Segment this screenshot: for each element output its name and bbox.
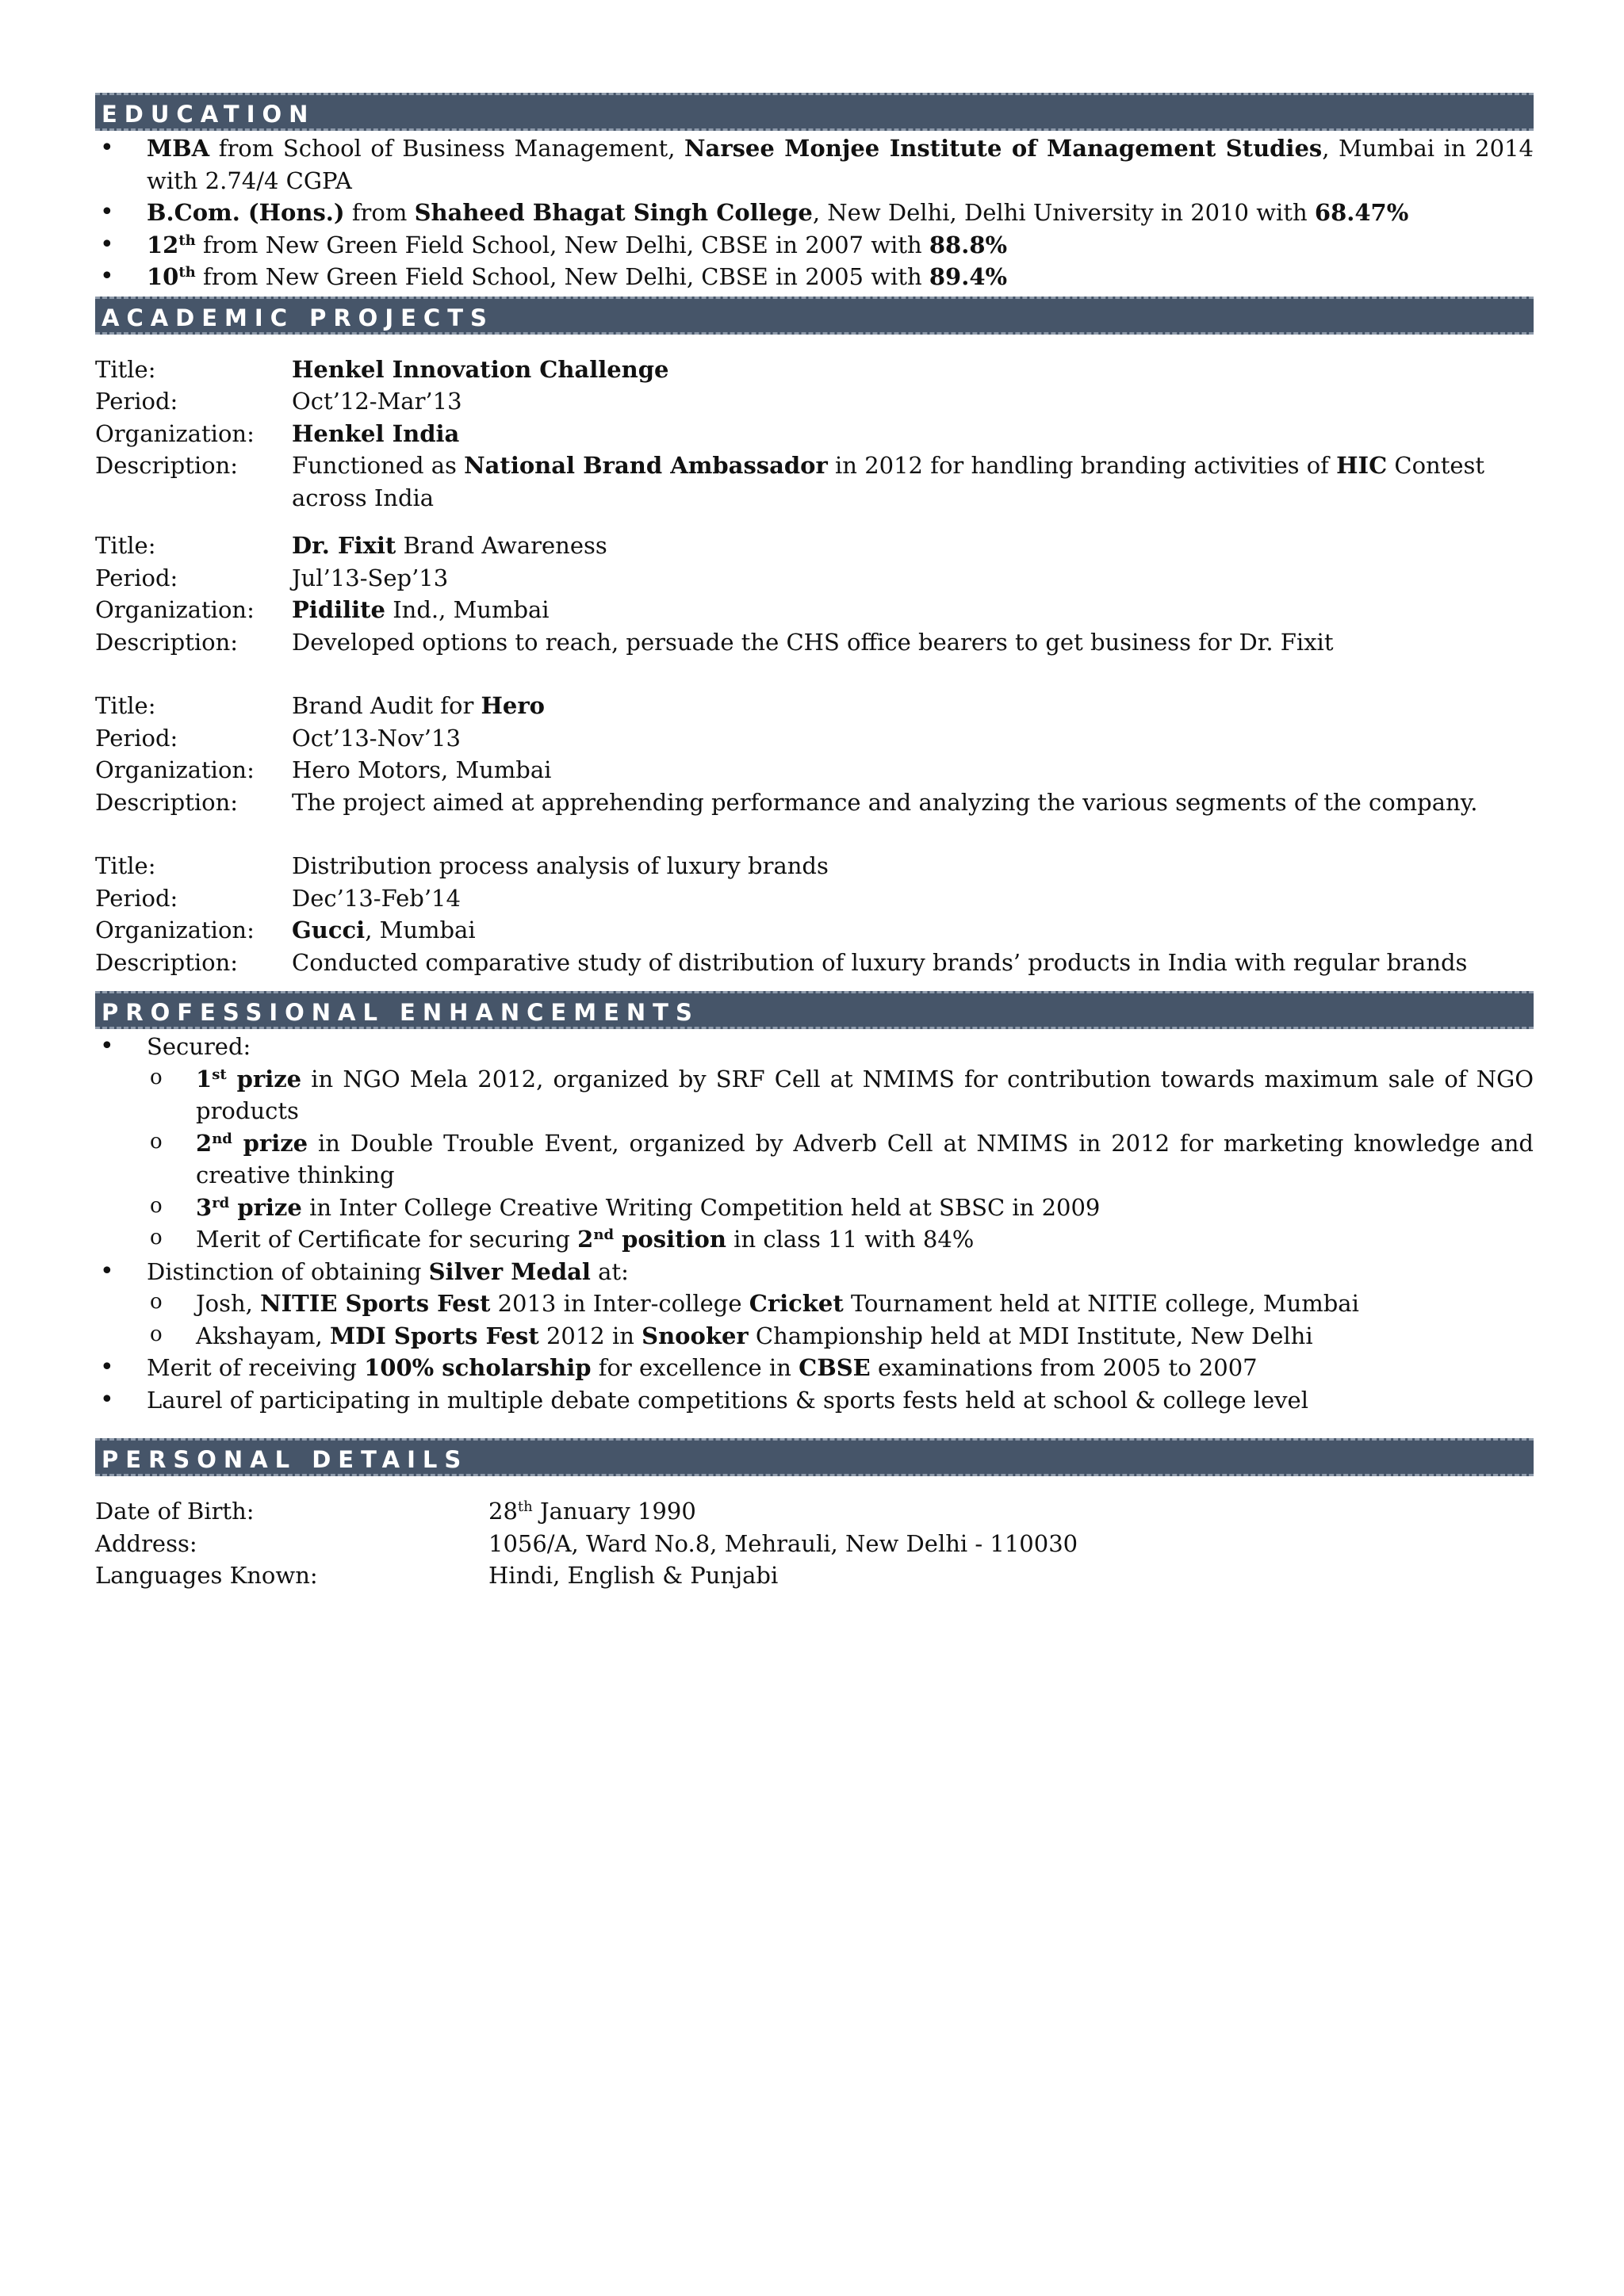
languages-value: Hindi, English & Punjabi xyxy=(488,1562,779,1589)
secured-item-4: o Merit of Certificate for securing 2nd position in class 11 with 84% xyxy=(147,1223,1534,1256)
project-organization: Hero Motors, Mumbai xyxy=(292,756,552,783)
enhancements-header: PROFESSIONAL ENHANCEMENTS xyxy=(95,991,1534,1029)
project-description: Developed options to reach, persuade the CHS office bearers to get business for Dr. Fixit xyxy=(292,628,1334,656)
project-title: Henkel Innovation Challenge xyxy=(292,355,669,383)
enhancements-list xyxy=(95,1031,1534,1416)
label-period: Period: xyxy=(95,388,178,415)
label-description: Description: xyxy=(95,452,239,479)
secured-item-2: o 2nd prize in Double Trouble Event, organized by Adverb Cell at NMIMS in 2012 for marketing knowledge and creative thinking xyxy=(147,1127,1534,1192)
project-title: Brand Audit for Hero xyxy=(292,692,546,719)
label-title: Title: xyxy=(95,355,156,383)
education-header: EDUCATION xyxy=(95,93,1534,131)
secured-item-3: o 3rd prize in Inter College Creative Writing Competition held at SBSC in 2009 xyxy=(147,1192,1534,1224)
project-title: Distribution process analysis of luxury brands xyxy=(292,852,829,879)
languages-row: Languages Known: Hindi, English & Punjabi xyxy=(95,1559,1534,1592)
project-title: Dr. Fixit Brand Awareness xyxy=(292,532,607,559)
education-item-bcom: • B.Com. (Hons.) from Shaheed Bhagat Singh College, New Delhi, Delhi University in 2010 with 68.47% xyxy=(95,197,1534,229)
project-period: Oct’13-Nov’13 xyxy=(292,724,461,752)
project-description: The project aimed at apprehending performance and analyzing the various segments of the company. xyxy=(292,788,1478,816)
distinction-sublist xyxy=(147,1288,1534,1352)
project-gucci: Title: Distribution process analysis of luxury brands Period: Dec’13-Feb’14 Organization: Gucci, Mumbai Description: Conducted comparative study of distribution of luxury brands’ products in India with regular brands xyxy=(95,850,1534,978)
education-item-12th: • 12th from New Green Field School, New Delhi, CBSE in 2007 with 88.8% xyxy=(95,229,1534,262)
address-value: 1056/A, Ward No.8, Mehrauli, New Delhi - 110030 xyxy=(488,1529,1078,1557)
enhancement-laurel: • Laurel of participating in multiple debate competitions & sports fests held at school & college level xyxy=(95,1384,1534,1417)
distinction-item-1: o Josh, NITIE Sports Fest 2013 in Inter-college Cricket Tournament held at NITIE college, Mumbai xyxy=(147,1288,1534,1320)
dob-row: Date of Birth: 28th January 1990 xyxy=(95,1495,1534,1528)
project-period: Dec’13-Feb’14 xyxy=(292,884,461,912)
enhancement-scholarship: • Merit of receiving 100% scholarship for excellence in CBSE examinations from 2005 to 2007 xyxy=(95,1352,1534,1384)
project-organization: Gucci, Mumbai xyxy=(292,916,476,943)
enhancement-secured: • Secured: o 1st prize in NGO Mela 2012, organized by SRF Cell at NMIMS for contribution towards maximum sale of NGO products o 2nd prize in Double Trouble Event, organized by Adverb Cell at NMIMS in 2012 for marketing knowledge and creative thinking o 3rd prize in Inter College Creative Writing Competition held at SBSC in 2009 o Merit of Certificate for securing 2nd position in class 11 with 84% xyxy=(95,1031,1534,1256)
project-dr-fixit: Title: Dr. Fixit Brand Awareness Period: Jul’13-Sep’13 Organization: Pidilite Ind., Mumbai Description: Developed options to reach, persuade the CHS office bearers to get business for Dr. Fixit xyxy=(95,530,1534,658)
project-period: Oct’12-Mar’13 xyxy=(292,388,462,415)
project-description: Functioned as National Brand Ambassador in 2012 for handling branding activities of HIC Contest across India xyxy=(292,452,1485,511)
address-row: Address: 1056/A, Ward No.8, Mehrauli, New Delhi - 110030 xyxy=(95,1528,1534,1560)
project-period: Jul’13-Sep’13 xyxy=(292,564,449,591)
project-description: Conducted comparative study of distribution of luxury brands’ products in India with regular brands xyxy=(292,948,1468,976)
project-hero: Title: Brand Audit for Hero Period: Oct’13-Nov’13 Organization: Hero Motors, Mumbai Description: The project aimed at apprehending performance and analyzing the various segments of the company. xyxy=(95,690,1534,818)
dob-value: 28th January 1990 xyxy=(488,1498,696,1525)
project-organization: Pidilite Ind., Mumbai xyxy=(292,596,550,623)
projects-header: ACADEMIC PROJECTS xyxy=(95,297,1534,335)
enhancement-distinction: • Distinction of obtaining Silver Medal at: o Josh, NITIE Sports Fest 2013 in Inter-college Cricket Tournament held at NITIE college, Mumbai o Akshayam, MDI Sports Fest 2012 in Snooker Championship held at MDI Institute, New Delhi xyxy=(95,1256,1534,1353)
secured-sublist xyxy=(147,1063,1534,1256)
education-item-mba: • MBA from School of Business Management, Narsee Monjee Institute of Management Studies, Mumbai in 2014 with 2.74/4 CGPA xyxy=(95,132,1534,197)
resume-page xyxy=(95,93,1534,1592)
project-organization: Henkel India xyxy=(292,419,460,447)
education-item-10th: • 10th from New Green Field School, New Delhi, CBSE in 2005 with 89.4% xyxy=(95,261,1534,293)
label-organization: Organization: xyxy=(95,419,255,447)
secured-item-1: o 1st prize in NGO Mela 2012, organized by SRF Cell at NMIMS for contribution towards maximum sale of NGO products xyxy=(147,1063,1534,1127)
personal-header: PERSONAL DETAILS xyxy=(95,1438,1534,1476)
education-list xyxy=(95,132,1534,293)
distinction-item-2: o Akshayam, MDI Sports Fest 2012 in Snooker Championship held at MDI Institute, New Delhi xyxy=(147,1320,1534,1353)
project-henkel xyxy=(95,354,1534,515)
